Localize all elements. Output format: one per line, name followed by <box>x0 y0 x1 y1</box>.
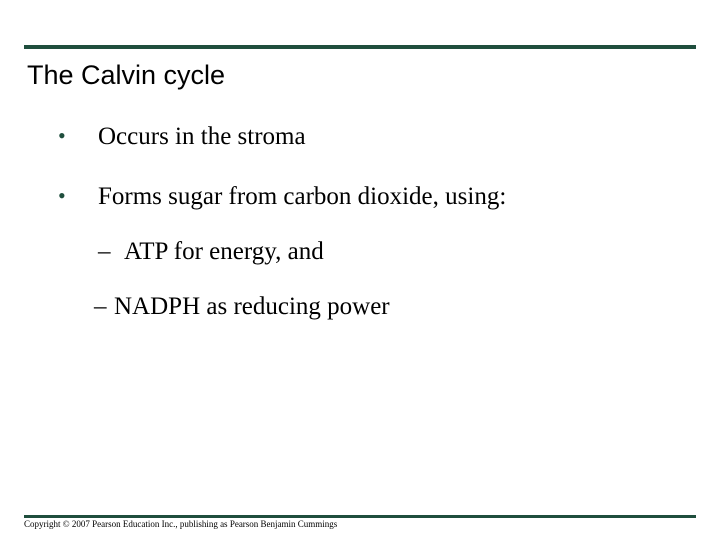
sub-bullet-text: ATP for energy, and <box>124 238 324 265</box>
top-divider-line <box>24 45 696 49</box>
dash-icon: – <box>98 238 111 265</box>
dash-icon: – <box>94 293 107 320</box>
bullet-dot-icon: • <box>58 183 66 208</box>
bullet-text: Occurs in the stroma <box>98 123 306 150</box>
bottom-divider-line <box>24 515 696 518</box>
sub-bullet-text: NADPH as reducing power <box>114 293 390 320</box>
copyright-footer: Copyright © 2007 Pearson Education Inc., publishing as Pearson Benjamin Cummings <box>24 519 338 529</box>
slide-title: The Calvin cycle <box>27 60 226 90</box>
bullet-text: Forms sugar from carbon dioxide, using: <box>98 183 507 210</box>
bullet-dot-icon: • <box>58 123 66 148</box>
